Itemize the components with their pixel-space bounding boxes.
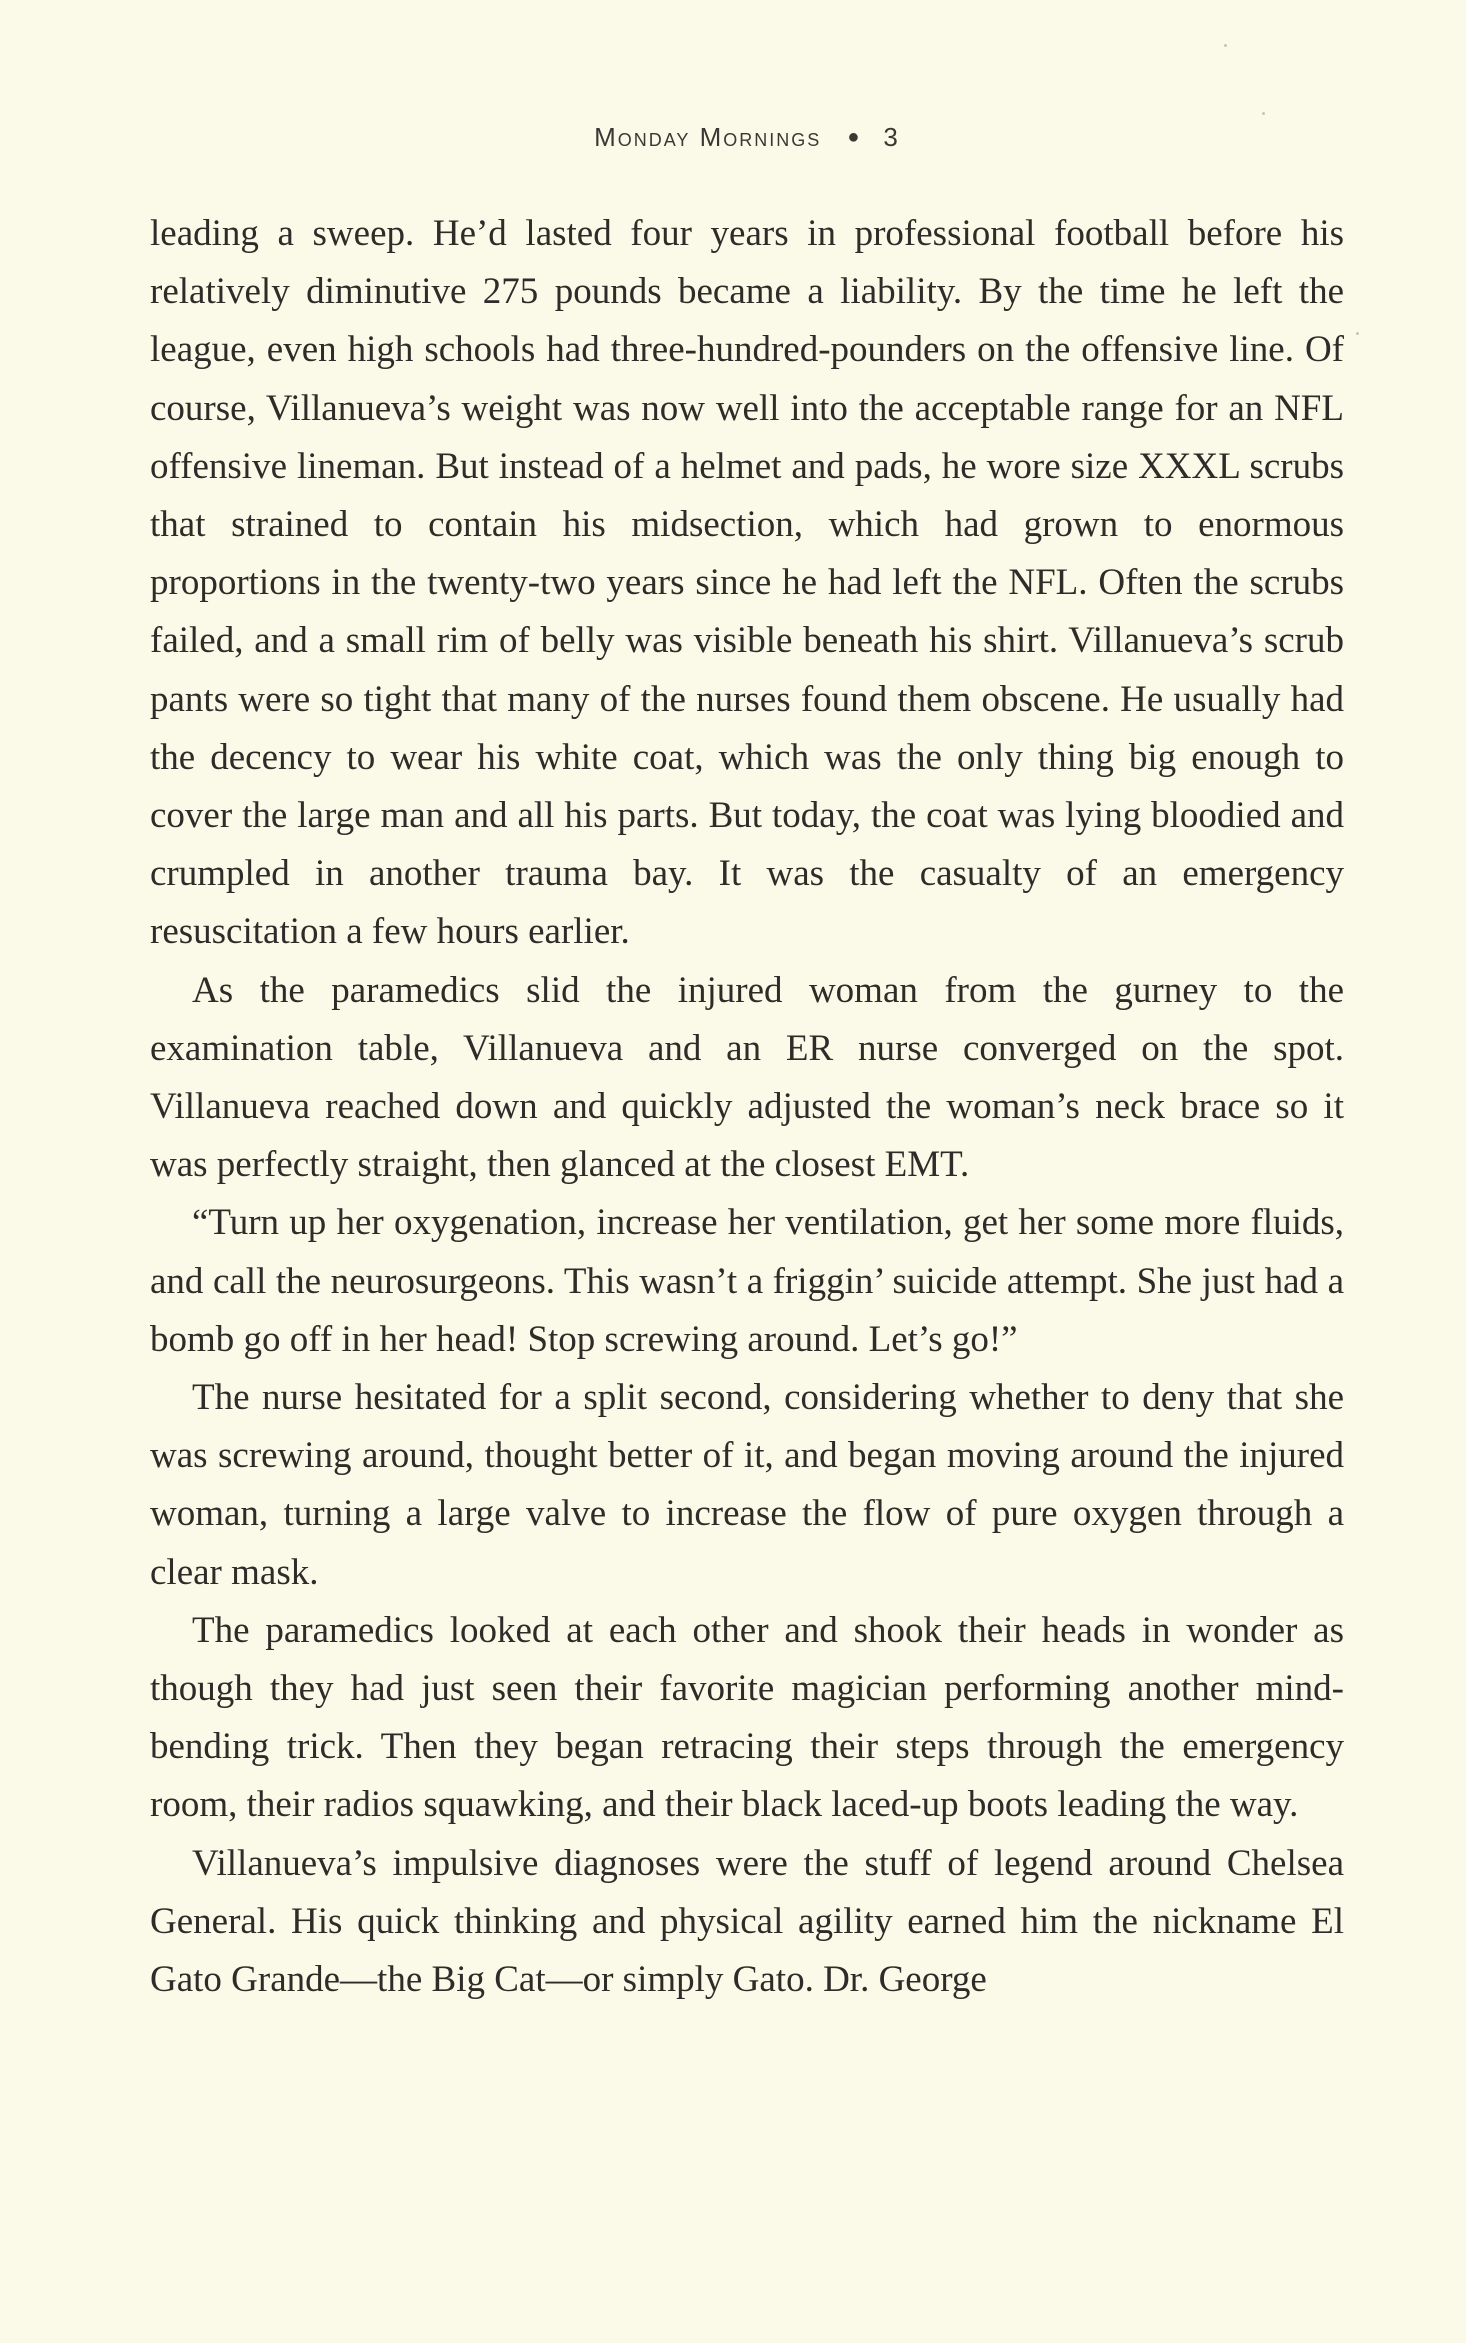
paragraph-6: Villanueva’s impulsive diagnoses were the stuff of legend around Chelsea General. His quick thinking and physical agility earned him the nickname El Gato Grande—the Big Cat—or simply Gato. Dr. George	[150, 1842, 1344, 2001]
running-head	[150, 122, 1344, 153]
paragraph-5: The paramedics looked at each other and shook their heads in wonder as though they had just seen their favorite magician performing another mind-bending trick. Then they began retracing their steps through the emergency room, their radios squawking, and their black laced-up boots leading the way.	[150, 1609, 1344, 1826]
paper-speck	[1356, 332, 1359, 335]
paragraph-1: leading a sweep. He’d lasted four years in professional football before his relatively diminutive 275 pounds became a liability. By the time he left the league, even high schools had three-hundred-pounders on the offensive line. Of course, Villanueva’s weight was now well into the acceptable range for an NFL offensive lineman. But instead of a helmet and pads, he wore size XXXL scrubs that strained to contain his midsection, which had grown to enormous proportions in the twenty-two years since he had left the NFL. Often the scrubs failed, and a small rim of belly was visible beneath his shirt. Villanueva’s scrub pants were so tight that many of the nurses found them obscene. He usually had the decency to wear his white coat, which was the only thing big enough to cover the large man and all his parts. But today, the coat was lying bloodied and crumpled in another trauma bay. It was the casualty of an emergency resuscitation a few hours earlier.	[150, 213, 1344, 953]
page-number: 3	[883, 122, 900, 152]
running-head-title: Monday Mornings	[594, 122, 822, 152]
paper-speck	[1262, 112, 1265, 115]
paper-speck	[1224, 44, 1227, 47]
paragraph-2: As the paramedics slid the injured woman from the gurney to the examination table, Villanueva and an ER nurse converged on the spot. Villanueva reached down and quickly adjusted the woman’s neck brace so it was perfectly straight, then glanced at the closest EMT.	[150, 969, 1344, 1186]
body-text	[150, 205, 1344, 2009]
paragraph-3: “Turn up her oxygenation, increase her ventilation, get her some more fluids, and call the neurosurgeons. This wasn’t a friggin’ suicide attempt. She just had a bomb go off in her head! Stop screwing around. Let’s go!”	[150, 1202, 1344, 1360]
bullet-separator: ●	[847, 126, 862, 148]
paragraph-4: The nurse hesitated for a split second, considering whether to deny that she was screwing around, thought better of it, and began moving around the injured woman, turning a large valve to increase the flow of pure oxygen through a clear mask.	[150, 1377, 1344, 1593]
book-page	[150, 0, 1344, 2343]
